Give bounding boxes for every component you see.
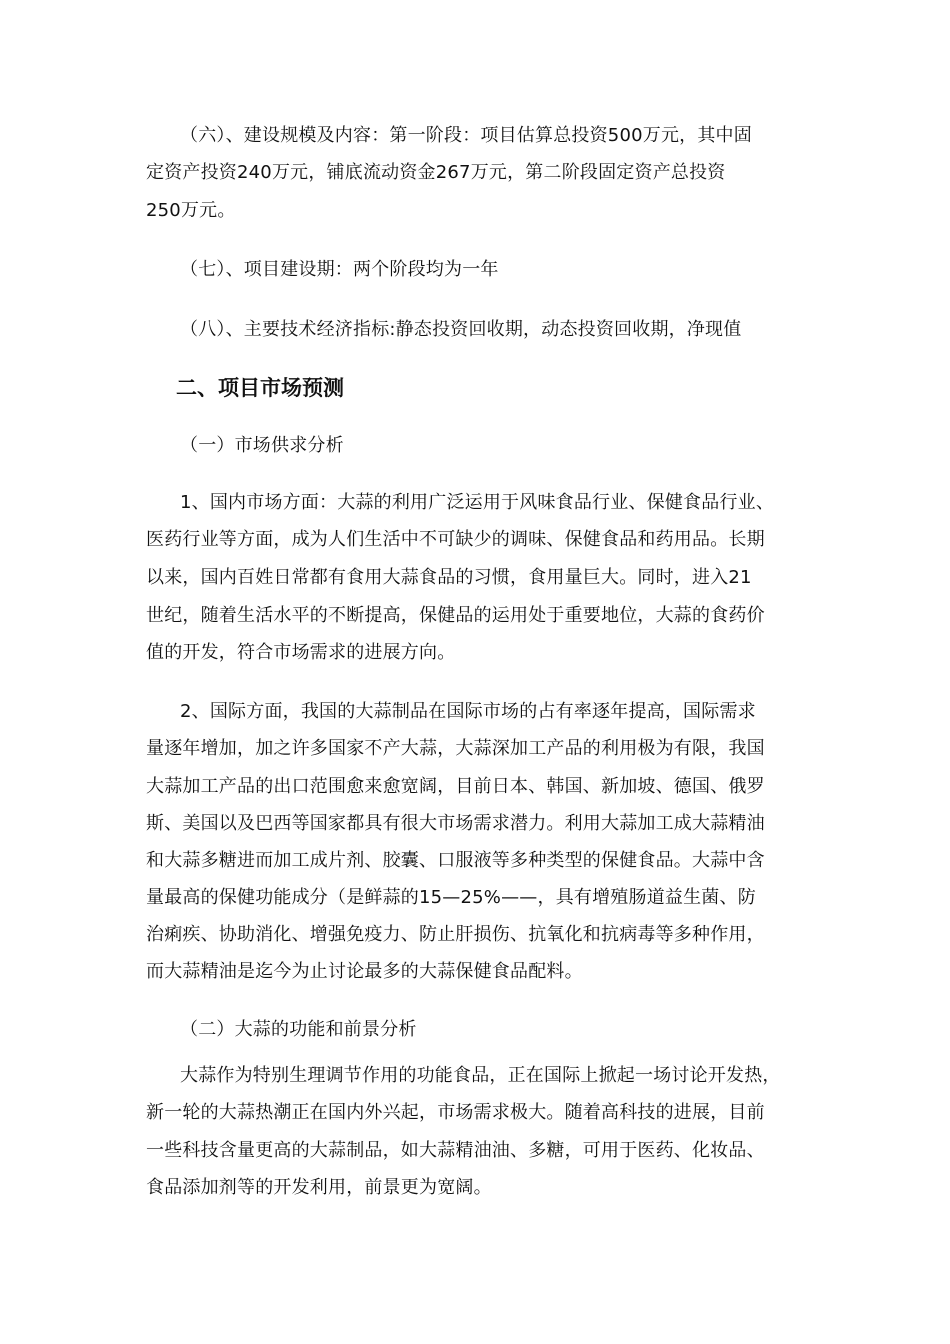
paragraph-seven: （七）、项目建设期：两个阶段均为一年 [180, 259, 499, 280]
subheading-function-prospect: （二）大蒜的功能和前景分析 [180, 1019, 417, 1040]
paragraph-international-line-2: 量逐年增加，加之许多国家不产大蒜，大蒜深加工产品的利用极为有限，我国 [146, 738, 765, 759]
paragraph-international-line-3: 大蒜加工产品的出口范围愈来愈宽阔，目前日本、韩国、新加坡、德国、俄罗 [146, 776, 765, 797]
paragraph-international-line-1: 2、国际方面，我国的大蒜制品在国际市场的占有率逐年提高，国际需求 [180, 701, 756, 722]
section-heading-market-forecast: 二、项目市场预测 [176, 376, 344, 400]
paragraph-function-line-2: 新一轮的大蒜热潮正在国内外兴起，市场需求极大。随着高科技的进展，目前 [146, 1102, 765, 1123]
paragraph-domestic-line-3: 以来，国内百姓日常都有食用大蒜食品的习惯，食用量巨大。同时，进入21 [146, 567, 752, 588]
subheading-supply-demand: （一）市场供求分析 [180, 435, 344, 456]
paragraph-international-line-8: 而大蒜精油是迄今为止讨论最多的大蒜保健食品配料。 [146, 961, 583, 982]
paragraph-international-line-5: 和大蒜多糖进而加工成片剂、胶囊、口服液等多种类型的保健食品。大蒜中含 [146, 850, 765, 871]
paragraph-domestic-line-5: 值的开发，符合市场需求的进展方向。 [146, 642, 456, 663]
paragraph-international-line-6: 量最高的保健功能成分（是鲜蒜的15—25%——，具有增殖肠道益生菌、防 [146, 887, 756, 908]
paragraph-eight: （八）、主要技术经济指标:静态投资回收期，动态投资回收期，净现值 [180, 319, 742, 340]
paragraph-international-line-7: 治痢疾、协助消化、增强免疫力、防止肝损伤、抗氧化和抗病毒等多种作用， [146, 924, 765, 945]
paragraph-domestic-line-2: 医药行业等方面，成为人们生活中不可缺少的调味、保健食品和药用品。长期 [146, 529, 765, 550]
paragraph-function-line-1: 大蒜作为特别生理调节作用的功能食品，正在国际上掀起一场讨论开发热， [180, 1065, 781, 1086]
paragraph-six-line-1: （六）、建设规模及内容：第一阶段：项目估算总投资500万元，其中固 [180, 125, 752, 146]
paragraph-international-line-4: 斯、美国以及巴西等国家都具有很大市场需求潜力。利用大蒜加工成大蒜精油 [146, 813, 765, 834]
paragraph-function-line-3: 一些科技含量更高的大蒜制品，如大蒜精油油、多糖，可用于医药、化妆品、 [146, 1140, 765, 1161]
paragraph-domestic-line-1: 1、国内市场方面：大蒜的利用广泛运用于风味食品行业、保健食品行业、 [180, 492, 775, 513]
paragraph-domestic-line-4: 世纪，随着生活水平的不断提高，保健品的运用处于重要地位，大蒜的食药价 [146, 605, 765, 626]
paragraph-six-line-3: 250万元。 [146, 200, 236, 221]
paragraph-six-line-2: 定资产投资240万元，铺底流动资金267万元，第二阶段固定资产总投资 [146, 162, 726, 183]
paragraph-function-line-4: 食品添加剂等的开发利用，前景更为宽阔。 [146, 1177, 492, 1198]
